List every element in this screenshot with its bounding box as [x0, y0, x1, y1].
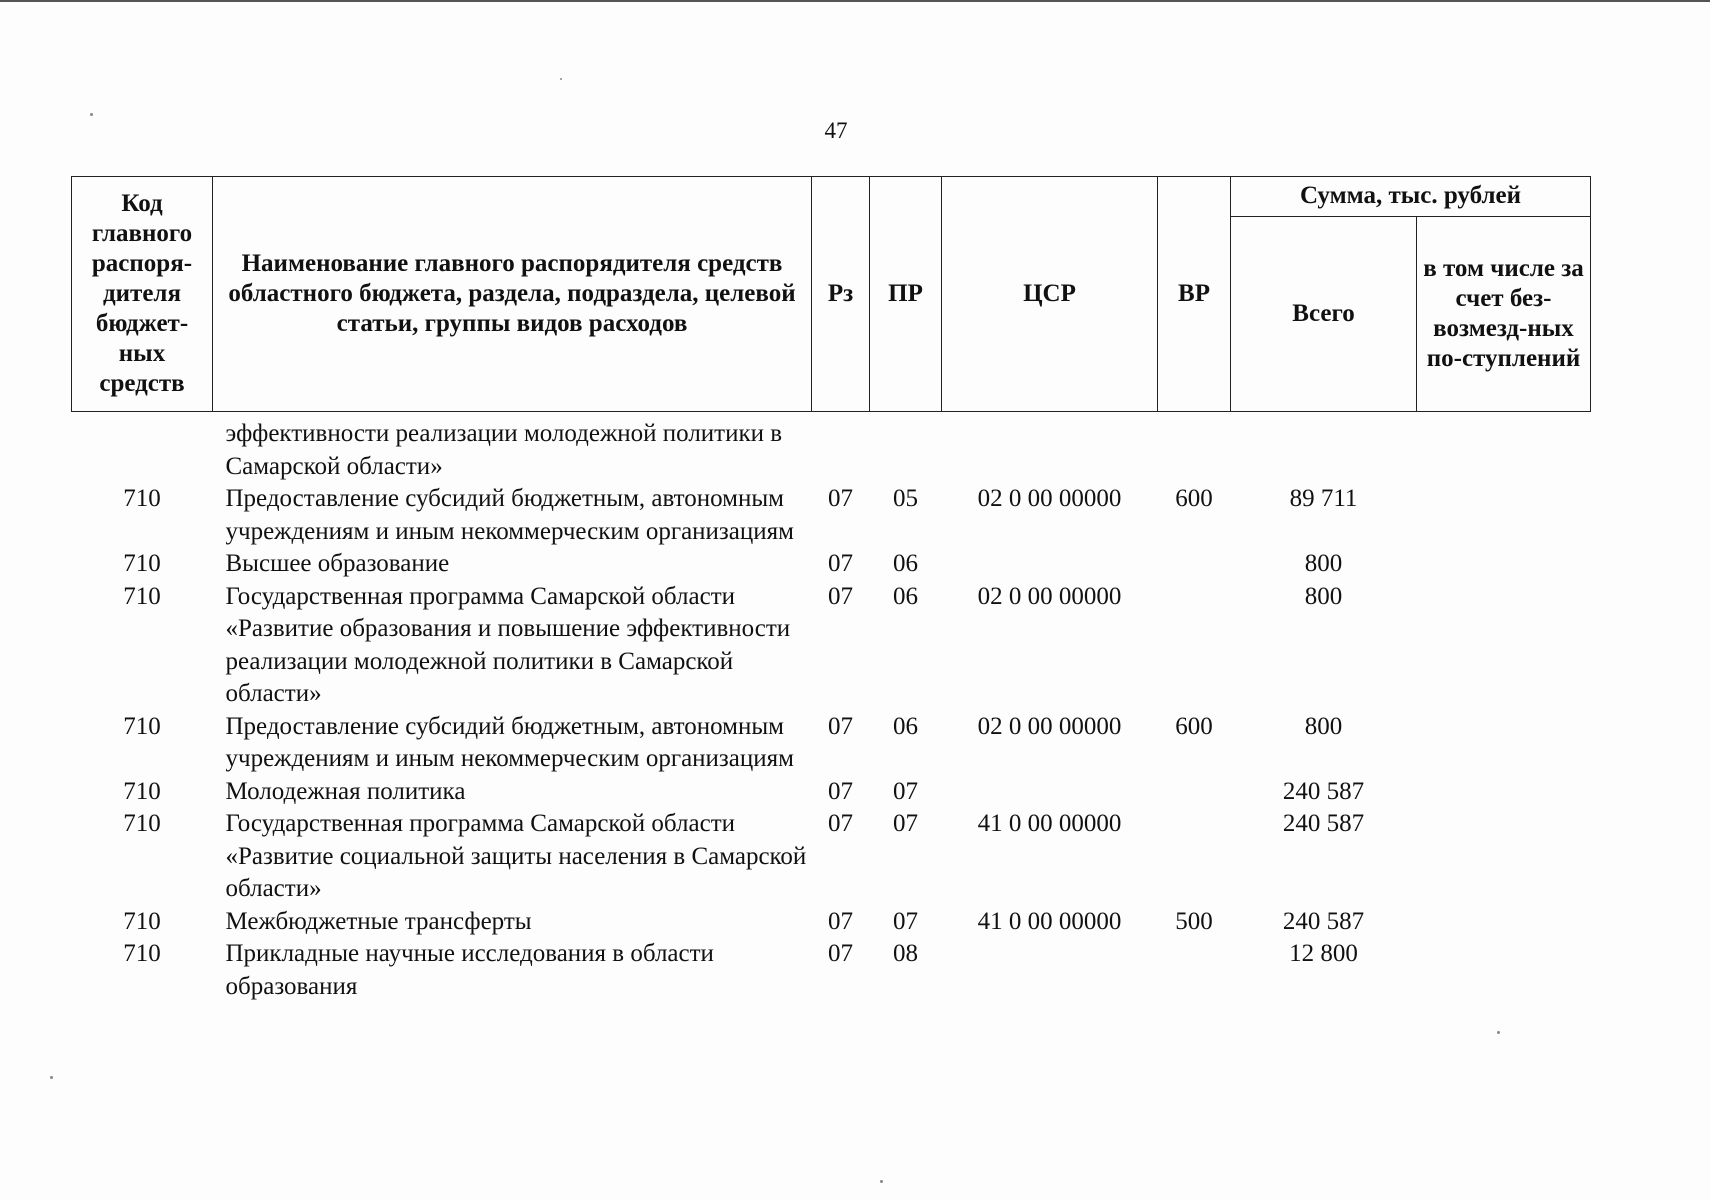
header-pr: ПР [870, 177, 942, 412]
table-body [72, 412, 1591, 1004]
row-name: Предоставление субсидий бюджетным, автономным учреждениям и иным некоммерческим организациям [225, 712, 794, 772]
row-total: 240 587 [1282, 907, 1365, 935]
row-free [1417, 776, 1591, 809]
row-code: 710 [123, 485, 161, 512]
row-pr: 05 [893, 485, 918, 512]
table-row [72, 581, 1591, 711]
row-total: 89 711 [1289, 485, 1358, 512]
row-free [1417, 906, 1591, 939]
row-rz: 07 [828, 485, 853, 512]
row-code: 710 [123, 550, 161, 577]
row-pr: 07 [893, 777, 918, 805]
row-vr [1158, 938, 1231, 1003]
row-code: 710 [123, 810, 161, 837]
row-csr: 41 0 00 00000 [977, 810, 1122, 837]
row-vr: 600 [1175, 712, 1213, 740]
row-code: 710 [123, 907, 161, 935]
table-row [72, 483, 1591, 548]
page-number: 47 [824, 118, 848, 143]
row-vr [1158, 808, 1231, 906]
row-code: 710 [123, 582, 161, 610]
row-csr [942, 412, 1158, 484]
row-vr: 600 [1175, 485, 1213, 512]
row-total: 240 587 [1282, 777, 1365, 805]
row-pr: 07 [893, 810, 918, 837]
row-vr [1158, 581, 1231, 711]
row-vr [1158, 412, 1231, 484]
budget-table [71, 176, 1591, 1003]
top-border-rule [0, 0, 1710, 2]
row-free [1417, 938, 1591, 1003]
table-row [72, 776, 1591, 809]
scan-speck [560, 78, 562, 80]
row-name: эффективности реализации молодежной политики в Самарской области» [225, 420, 783, 480]
row-rz: 07 [828, 810, 853, 837]
row-code [72, 412, 213, 484]
row-csr: 02 0 00 00000 [977, 582, 1122, 610]
table-header [72, 177, 1591, 412]
header-name: Наименование главного распорядителя средств областного бюджета, раздела, подраздела, целевой статьи, группы видов расходов [213, 177, 812, 412]
row-code: 710 [123, 777, 161, 805]
row-csr: 02 0 00 00000 [977, 712, 1122, 740]
row-name: Прикладные научные исследования в области образования [225, 940, 714, 1000]
row-total: 800 [1304, 582, 1343, 610]
row-total: 240 587 [1282, 810, 1365, 837]
row-rz: 07 [828, 550, 853, 577]
header-csr: ЦСР [942, 177, 1158, 412]
row-pr: 06 [893, 582, 918, 610]
row-pr: 07 [893, 907, 918, 935]
header-rz: Рз [812, 177, 870, 412]
row-csr [942, 548, 1158, 581]
row-rz: 07 [828, 582, 853, 610]
row-name: Государственная программа Самарской области «Развитие образования и повышение эффективности реализации молодежной политики в Самарской области» [225, 582, 791, 707]
row-free [1417, 581, 1591, 711]
header-sum-group: Сумма, тыс. рублей [1231, 177, 1591, 217]
table-row [72, 412, 1591, 484]
row-total: 800 [1304, 712, 1343, 740]
row-name: Предоставление субсидий бюджетным, автономным учреждениям и иным некоммерческим организациям [225, 485, 794, 545]
table-row [72, 938, 1591, 1003]
row-rz: 07 [828, 777, 853, 805]
header-free-receipts: в том числе за счет без-возмезд-ных по-ступлений [1417, 216, 1591, 412]
table-row [72, 548, 1591, 581]
row-vr: 500 [1175, 907, 1213, 935]
header-total: Всего [1231, 216, 1417, 412]
row-rz: 07 [828, 907, 853, 935]
row-free [1417, 808, 1591, 906]
row-pr [870, 412, 942, 484]
row-free [1417, 483, 1591, 548]
row-csr [942, 938, 1158, 1003]
scan-speck [1497, 1031, 1500, 1034]
table-row [72, 711, 1591, 776]
row-csr: 02 0 00 00000 [977, 485, 1122, 512]
row-rz [812, 412, 870, 484]
row-free [1417, 548, 1591, 581]
scan-speck [880, 1180, 883, 1183]
table-row [72, 906, 1591, 939]
header-vr: ВР [1158, 177, 1231, 412]
scan-speck [50, 1076, 53, 1079]
row-total: 12 800 [1289, 940, 1358, 967]
row-name: Межбюджетные трансферты [225, 907, 532, 935]
row-total [1231, 412, 1417, 484]
row-total: 800 [1304, 550, 1343, 577]
row-free [1417, 711, 1591, 776]
row-free [1417, 412, 1591, 484]
row-vr [1158, 548, 1231, 581]
row-csr: 41 0 00 00000 [977, 907, 1122, 935]
row-name: Высшее образование [225, 550, 450, 577]
row-code: 710 [123, 940, 161, 967]
scan-speck [90, 113, 93, 116]
row-rz: 07 [828, 940, 853, 967]
row-pr: 06 [893, 712, 918, 740]
row-pr: 06 [893, 550, 918, 577]
row-code: 710 [123, 712, 161, 740]
header-code: Код главного распоря-дителя бюджет-ных средств [72, 177, 213, 412]
row-name: Молодежная политика [225, 777, 466, 805]
row-pr: 08 [893, 940, 918, 967]
row-vr [1158, 776, 1231, 809]
row-name: Государственная программа Самарской области «Развитие социальной защиты населения в Самарской области» [225, 810, 807, 902]
row-csr [942, 776, 1158, 809]
row-rz: 07 [828, 712, 853, 740]
table-row [72, 808, 1591, 906]
